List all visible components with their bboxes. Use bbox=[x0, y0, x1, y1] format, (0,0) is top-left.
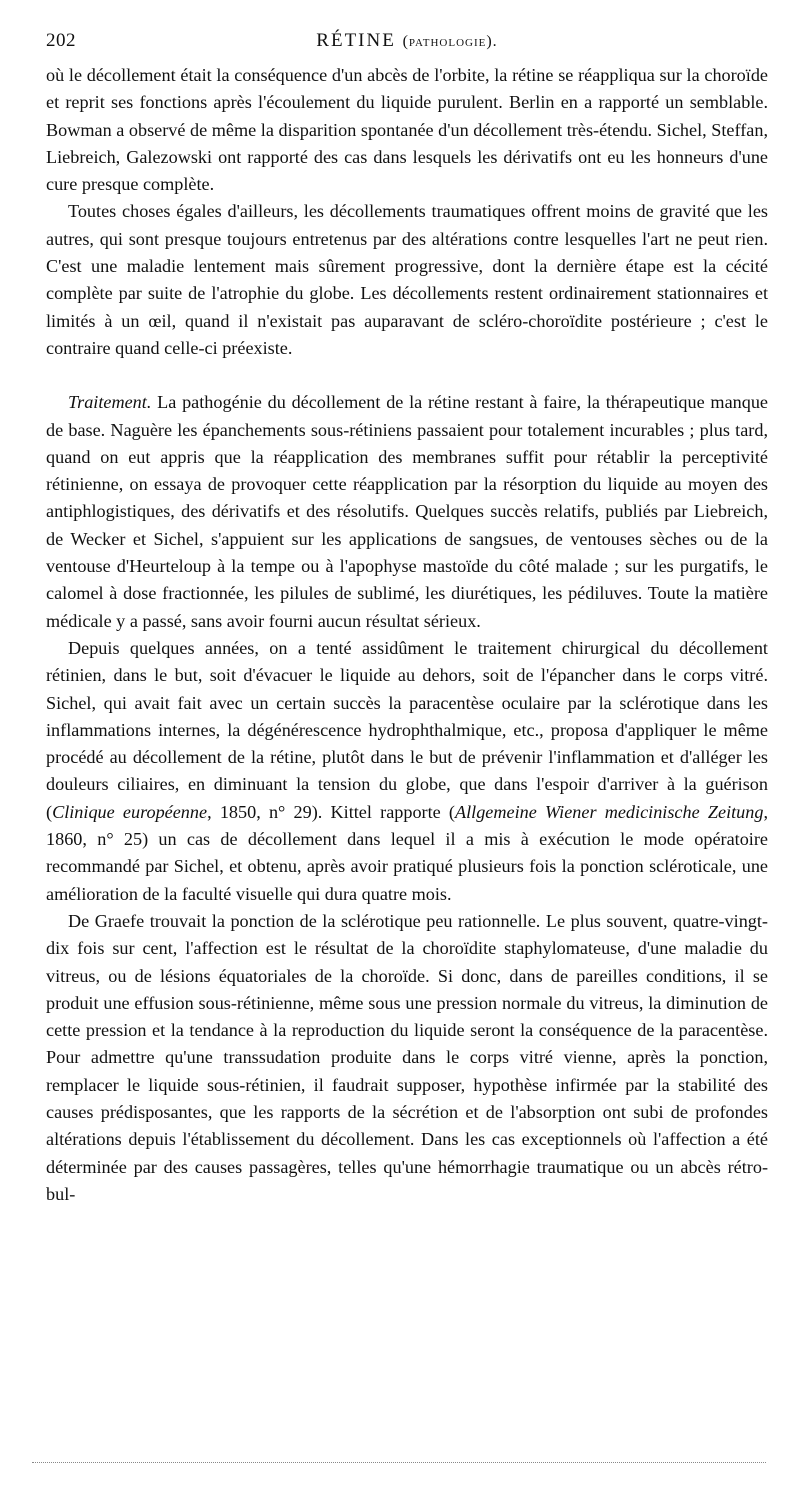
treatment-heading: Traitement. bbox=[68, 392, 152, 413]
paragraph-continuation: où le décollement était la conséquence d'un abcès de l'orbite, la rétine se réappliqua sur la choroïde et reprit ses fonctions après l'écoulement du liquide purulent. Berlin en a rapporté un semblable. Bowman a observé de même la disparition spontanée d'un décollement très-étendu. Sichel, Steffan, Liebreich, Galezowski ont rapporté des cas dans lesquels les dérivatifs ont eu les honneurs d'une cure presque complète. bbox=[46, 65, 768, 195]
running-header bbox=[46, 30, 768, 62]
surgery-text-1: Depuis quelques années, on a tenté assidûment le traitement chirurgical du décollement rétinien, dans le but, soit d'évacuer le liquide au dehors, soit de l'épancher dans le corps vitré. Sichel, qui avait fait avec un certain succès la paracentèse oculaire par la sclérotique dans les inflammations internes, la dégénérescence hydrophthalmique, etc., proposa d'appliquer le même procédé au décollement de la rétine, plutôt dans le but de prévenir l'inflammation et d'alléger les douleurs ciliaires, en diminuant la tension du globe, que dans l'espoir d'arriver à la guérison ( bbox=[46, 637, 768, 822]
running-title bbox=[46, 30, 768, 52]
citation-wiener-zeitung: Allgemeine Wiener medicinische Zeitung bbox=[455, 801, 764, 822]
paragraph-treatment bbox=[46, 389, 768, 635]
paragraph-surgery bbox=[46, 635, 768, 908]
paragraph-graefe: De Graefe trouvait la ponction de la sclérotique peu rationnelle. Le plus souvent, quatre-vingt-dix fois sur cent, l'affection est le résultat de la choroïdite staphylomateuse, d'une maladie du vitreus, ou de lésions équatoriales de la choroïde. Si donc, dans de pareilles conditions, il se produit une effusion sous-rétinienne, même sous une pression normale du vitreus, la diminution de cette pression et la tendance à la reproduction du liquide seront la conséquence de la paracentèse. Pour admettre qu'une transsudation produite dans le corps vitré vienne, après la ponction, remplacer le liquide sous-rétinien, il faudrait supposer, hypothèse infirmée par la stabilité des causes prédisposantes, que les rapports de la sécrétion et de l'absorption ont subi de profondes altérations depuis l'établissement du décollement. Dans les cas exceptionnels où l'affection a été déterminée par des causes passagères, telles qu'une hémorrhagie traumatique ou un abcès rétro-bul- bbox=[46, 910, 768, 1204]
citation-clinique-europeenne: Clinique européenne bbox=[52, 801, 208, 822]
footer-dotted-rule bbox=[32, 1462, 766, 1463]
body-text bbox=[46, 62, 768, 1208]
surgery-citation-details: , 1850, n° 29). Kittel rapporte ( bbox=[207, 801, 455, 822]
running-title-main: RÉTINE bbox=[316, 30, 396, 51]
surgery-text-2: , 1860, n° 25) un cas de décollement dans lequel il a mis à exécution le mode opératoire recommandé par Sichel, et obtenu, après avoir pratiqué plusieurs fois la ponction scléroticale, une amélioration de la faculté visuelle qui dura quatre mois. bbox=[46, 801, 768, 904]
document-page bbox=[46, 30, 768, 1208]
treatment-text: La pathogénie du décollement de la rétine restant à faire, la thérapeutique manque de base. Naguère les épanchements sous-rétiniens passaient pour totalement incurables ; plus tard, quand on eut appris que la réapplication des membranes suffit pour rétablir la perceptivité rétinienne, on essaya de provoquer cette réapplication par la résorption du liquide au moyen des antiphlogistiques, des dérivatifs et des résolutifs. Quelques succès relatifs, publiés par Liebreich, de Wecker et Sichel, s'appuient sur les applications de sangsues, de ventouses sèches ou de la ventouse d'Heurteloup à la tempe ou à l'apophyse mastoïde du côté malade ; sur les purgatifs, le calomel à dose fractionnée, les pilules de sublimé, les diurétiques, les pédiluves. Toute la matière médicale y a passé, sans avoir fourni aucun résultat sérieux. bbox=[46, 392, 768, 631]
page-number: 202 bbox=[46, 30, 76, 51]
running-title-section: (pathologie). bbox=[402, 33, 498, 50]
paragraph-prognosis: Toutes choses égales d'ailleurs, les décollements traumatiques offrent moins de gravité que les autres, qui sont presque toujours entretenus par des altérations contre lesquelles l'art ne peut rien. C'est une maladie lentement mais sûrement progressive, dont la dernière étape est la cécité complète par suite de l'atrophie du globe. Les décollements restent ordinairement stationnaires et limités à un œil, quand il n'existait pas auparavant de scléro-choroïdite postérieure ; c'est le contraire quand celle-ci préexiste. bbox=[46, 201, 768, 358]
